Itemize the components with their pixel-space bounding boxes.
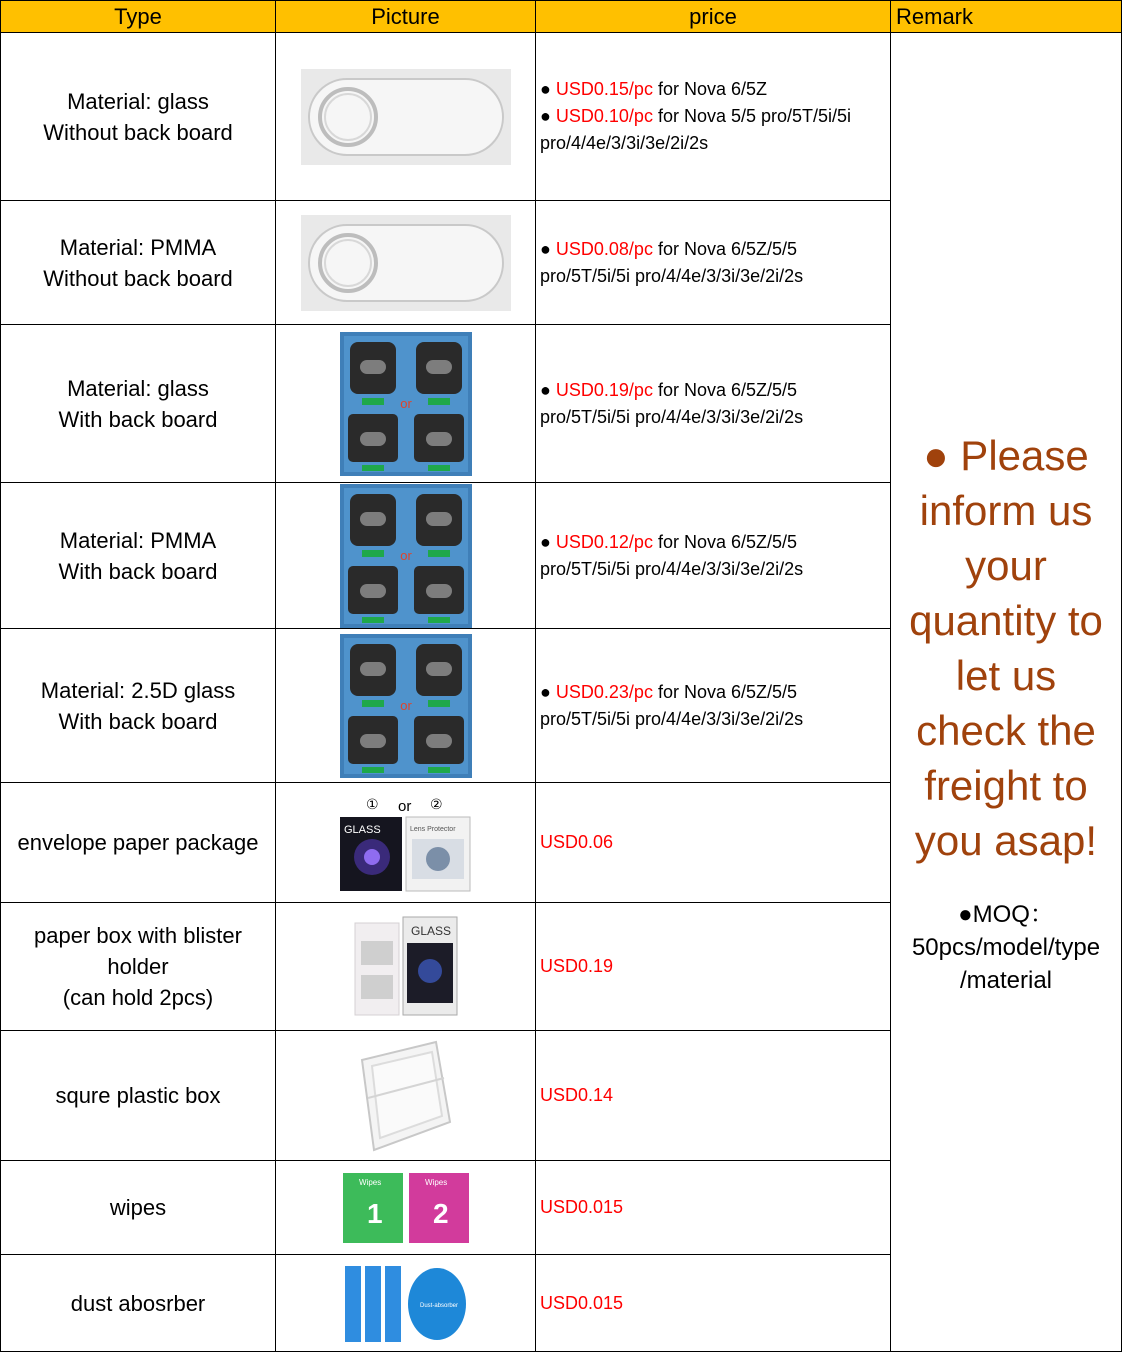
or-label: or [397,797,411,815]
bullet: ● [540,106,551,126]
picture-cell [276,1255,536,1352]
price-line [540,76,890,103]
option-1-label: ① [365,796,379,813]
type-cell [0,903,276,1031]
blister-box-icon [351,915,461,1019]
bullet: ● [540,531,551,552]
price-models: for Nova 6/5Z/5/5 [652,238,798,259]
option-2-label: ② [429,796,443,813]
price-models: for Nova 6/5Z/5/5 [652,379,798,400]
price-cell [536,1255,891,1352]
price-amount: USD0.19/pc [555,379,653,400]
moq-line: 50pcs/model/type [911,933,1101,961]
wipe-number: 2 [432,1197,449,1229]
price-line [540,377,890,404]
type-cell [0,629,276,783]
price-cell [536,325,891,483]
price-cell [536,1161,891,1255]
header-type: Type [0,0,276,33]
price-amount: USD0.19 [540,956,614,976]
header-remark: Remark [891,0,1122,33]
price-models-cont: pro/4/4e/3/3i/3e/2i/2s [540,133,709,153]
picture-cell [276,629,536,783]
price-cell [536,903,891,1031]
price-amount: USD0.23/pc [555,681,653,702]
or-label: or [399,547,412,563]
price-models: for Nova 5/5 pro/5T/5i/5i [652,106,852,126]
type-line: With back board [58,406,218,432]
picture-cell [276,903,536,1031]
price-cell [536,483,891,629]
price-models-cont: pro/5T/5i/5i pro/4/4e/3/3i/3e/2i/2s [540,558,804,579]
header-picture: Picture [276,0,536,33]
price-line [540,236,890,263]
type-line: With back board [58,708,218,734]
blister-text: GLASS [410,923,451,938]
wipes-icon [341,1171,471,1245]
price-amount: USD0.08/pc [555,238,653,259]
type-line: holder [107,954,169,979]
envelope-text: Lens Protector [409,825,456,833]
type-line: Without back board [43,119,233,145]
type-cell [0,1255,276,1352]
price-models: for Nova 6/5Z/5/5 [652,531,798,552]
price-models-cont: pro/5T/5i/5i pro/4/4e/3/3i/3e/2i/2s [540,265,804,286]
price-amount: USD0.15/pc [555,79,653,99]
price-models: for Nova 6/5Z [652,79,767,99]
type-line: envelope paper package [17,830,259,855]
price-amount: USD0.12/pc [555,531,653,552]
type-line: With back board [58,558,218,584]
price-amount: USD0.015 [540,1197,624,1217]
type-line: Material: PMMA [59,527,217,553]
type-cell [0,1031,276,1161]
wipe-number: 1 [366,1197,383,1229]
price-line [540,679,890,706]
picture-cell [276,325,536,483]
price-amount: USD0.015 [540,1292,624,1313]
dust-text: Dust-absorber [419,1303,458,1309]
picture-cell [276,483,536,629]
price-cell [536,201,891,325]
wipe-title: Wipes [424,1177,447,1187]
wipe-title: Wipes [358,1177,381,1187]
plastic-box-icon [356,1038,456,1154]
type-cell [0,33,276,201]
moq-note [912,898,1100,997]
clear-cover-icon [301,69,511,165]
type-line: Material: glass [67,375,209,401]
type-line: paper box with blister [34,923,242,948]
type-line: Material: glass [67,88,209,114]
envelope-text: GLASS [343,823,381,836]
type-line: wipes [109,1195,167,1220]
remark-cell [891,33,1122,1352]
dust-absorber-icon [343,1262,469,1344]
price-models-cont: pro/5T/5i/5i pro/4/4e/3/3i/3e/2i/2s [540,406,804,427]
price-amount: USD0.10/pc [555,106,653,126]
price-models-cont: pro/5T/5i/5i pro/4/4e/3/3i/3e/2i/2s [540,708,804,729]
price-line [540,529,890,556]
clear-cover-icon [301,215,511,311]
back-board-pack-icon [340,332,472,476]
type-cell [0,325,276,483]
back-board-pack-icon [340,484,472,628]
bullet: ● [540,681,551,702]
type-line: (can hold 2pcs) [62,985,214,1010]
bullet: ● [540,379,551,400]
picture-cell [276,1161,536,1255]
type-line: Without back board [43,265,233,291]
type-cell [0,1161,276,1255]
type-cell [0,201,276,325]
price-amount: USD0.06 [540,832,614,852]
price-cell [536,629,891,783]
type-line: Material: PMMA [59,234,217,260]
bullet: ● [540,79,551,99]
remark-note: ● Please inform us your quantity to let us check the freight to you asap! [909,431,1103,864]
price-line [540,103,890,130]
or-label: or [399,395,412,411]
type-line: squre plastic box [55,1083,221,1108]
picture-cell [276,1031,536,1161]
price-cell [536,33,891,201]
price-cell [536,1031,891,1161]
price-models: for Nova 6/5Z/5/5 [652,681,798,702]
header-price: price [536,0,891,33]
picture-cell [276,33,536,201]
moq-line: ●MOQ： [958,900,1054,928]
price-amount: USD0.14 [540,1085,614,1105]
type-line: dust abosrber [70,1290,206,1316]
envelope-package-icon [336,793,476,893]
picture-cell [276,783,536,903]
type-line: Material: 2.5D glass [40,677,236,703]
or-label: or [399,697,412,713]
type-cell [0,483,276,629]
type-cell [0,783,276,903]
price-cell [536,783,891,903]
moq-line: /material [959,966,1052,994]
bullet: ● [540,238,551,259]
picture-cell [276,201,536,325]
back-board-pack-icon [340,634,472,778]
